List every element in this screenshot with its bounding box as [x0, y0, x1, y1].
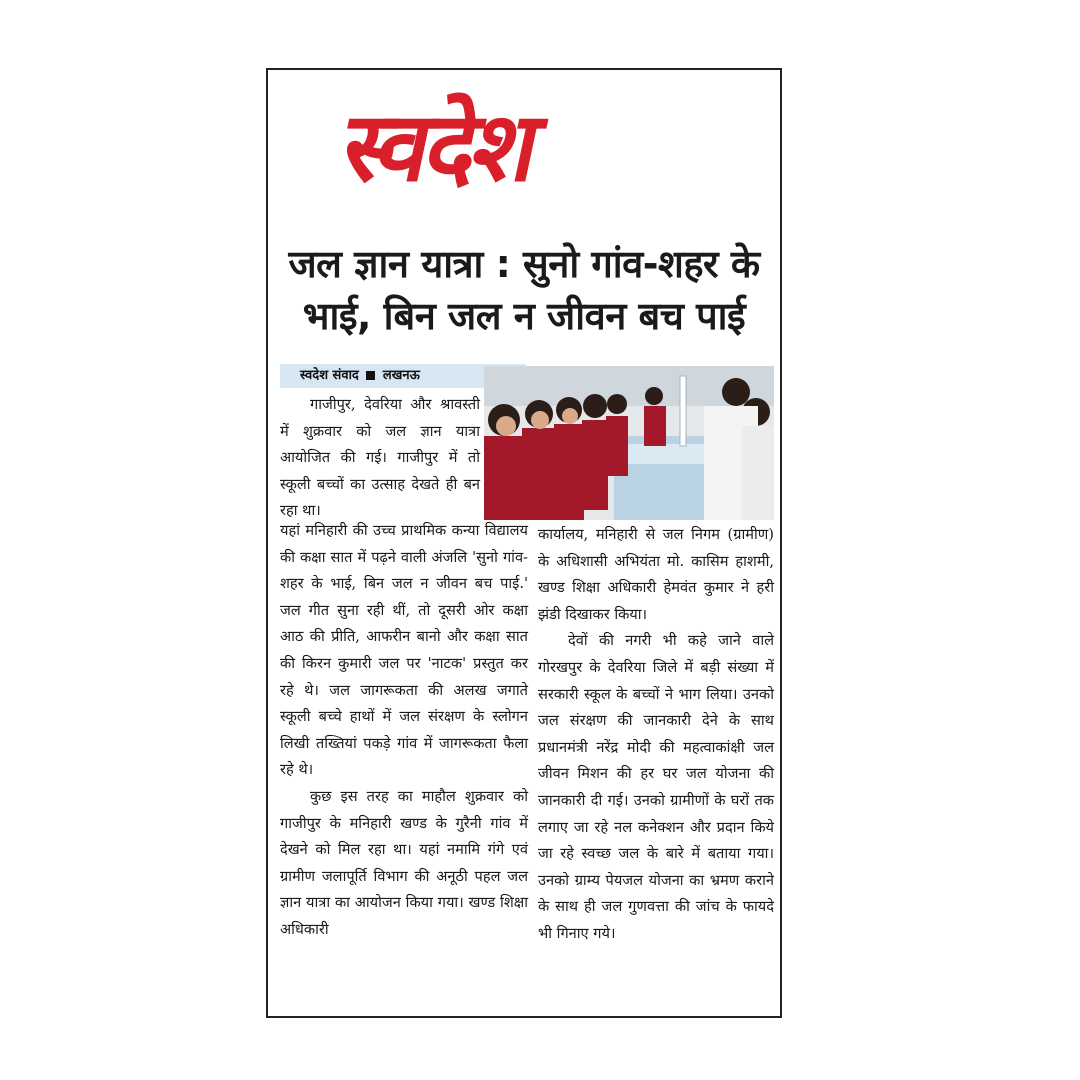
newspaper-clipping — [266, 68, 782, 1018]
headline — [276, 238, 772, 342]
headline-line-1: जल ज्ञान यात्रा : सुनो गांव-शहर के — [288, 242, 760, 286]
article-right-paragraph-1: कार्यालय, मनिहारी से जल निगम (ग्रामीण) के अधिशासी अभियंता मो. कासिम हाशमी, खण्ड शिक्षा अधिकारी हेमवंत कुमार ने हरी झंडी दिखाकर किया। — [538, 526, 774, 623]
article-left-paragraph-2: कुछ इस तरह का माहौल शुक्रवार को गाजीपुर के मनिहारी खण्ड के गुरैनी गांव में देखने को मिल रहा था। यहां नमामि गंगे एवं ग्रामीण जलापूर्ति विभाग की अनूठी पहल जल ज्ञान यात्रा का आयोजन किया गया। खण्ड शिक्षा अधिकारी — [280, 787, 528, 938]
students-at-water-lab-photo — [484, 366, 774, 520]
masthead-logo — [319, 80, 729, 210]
byline-source: स्वदेश संवाद — [300, 368, 359, 383]
article-left-body — [280, 518, 528, 944]
headline-line-2: भाई, बिन जल न जीवन बच पाई — [302, 294, 746, 338]
article-left-paragraph-1: यहां मनिहारी की उच्च प्राथमिक कन्या विद्यालय की कक्षा सात में पढ़ने वाली अंजलि 'सुनो गांव-शहर के भाई, बिन जल न जीवन बच पाई.' जल गीत सुना रही थीं, तो दूसरी ओर कक्षा आठ की प्रीति, आफरीन बानो और कक्षा सात की किरन कुमारी जल पर 'नाटक' प्रस्तुत कर रहे थे। जल जागरूकता की अलख जगाते स्कूली बच्चे हाथों में जल संरक्षण के स्लोगन लिखी तख्तियां पकड़े गांव में जागरूकता फैला रहे थे। — [280, 522, 528, 779]
square-bullet-icon — [366, 371, 375, 380]
byline-place: लखनऊ — [382, 368, 420, 383]
right-column — [538, 522, 774, 948]
left-column-bottom — [280, 518, 528, 944]
article-right-paragraph-2: देवों की नगरी भी कहे जाने वाले गोरखपुर के देवरिया जिले में बड़ी संख्या में सरकारी स्कूल के बच्चों ने भाग लिया। उनको जल संरक्षण की जानकारी देने के साथ प्रधानमंत्री नरेंद्र मोदी की महत्वाकांक्षी जल जीवन मिशन की हर घर जल योजना की जानकारी दी गई। उनको ग्रामीणों के घरों तक लगाए जा रहे नल कनेक्शन और प्रदान किये जा रहे स्वच्छ जल के बारे में बताया गया। उनको ग्राम्य पेयजल योजना का भ्रमण कराने के साथ ही जल गुणवत्ता की जांच के फायदे भी गिनाए गये। — [538, 632, 774, 942]
masthead-title: स्वदेश — [332, 90, 548, 203]
article-right-body — [538, 522, 774, 948]
masthead — [268, 70, 780, 220]
article-intro — [280, 392, 480, 525]
article-intro-text: गाजीपुर, देवरिया और श्रावस्ती में शुक्रवार को जल ज्ञान यात्रा आयोजित की गई। गाजीपुर में तो स्कूली बच्चों का उत्साह देखते ही बन रहा था। — [280, 396, 480, 520]
article-photo — [484, 366, 774, 520]
